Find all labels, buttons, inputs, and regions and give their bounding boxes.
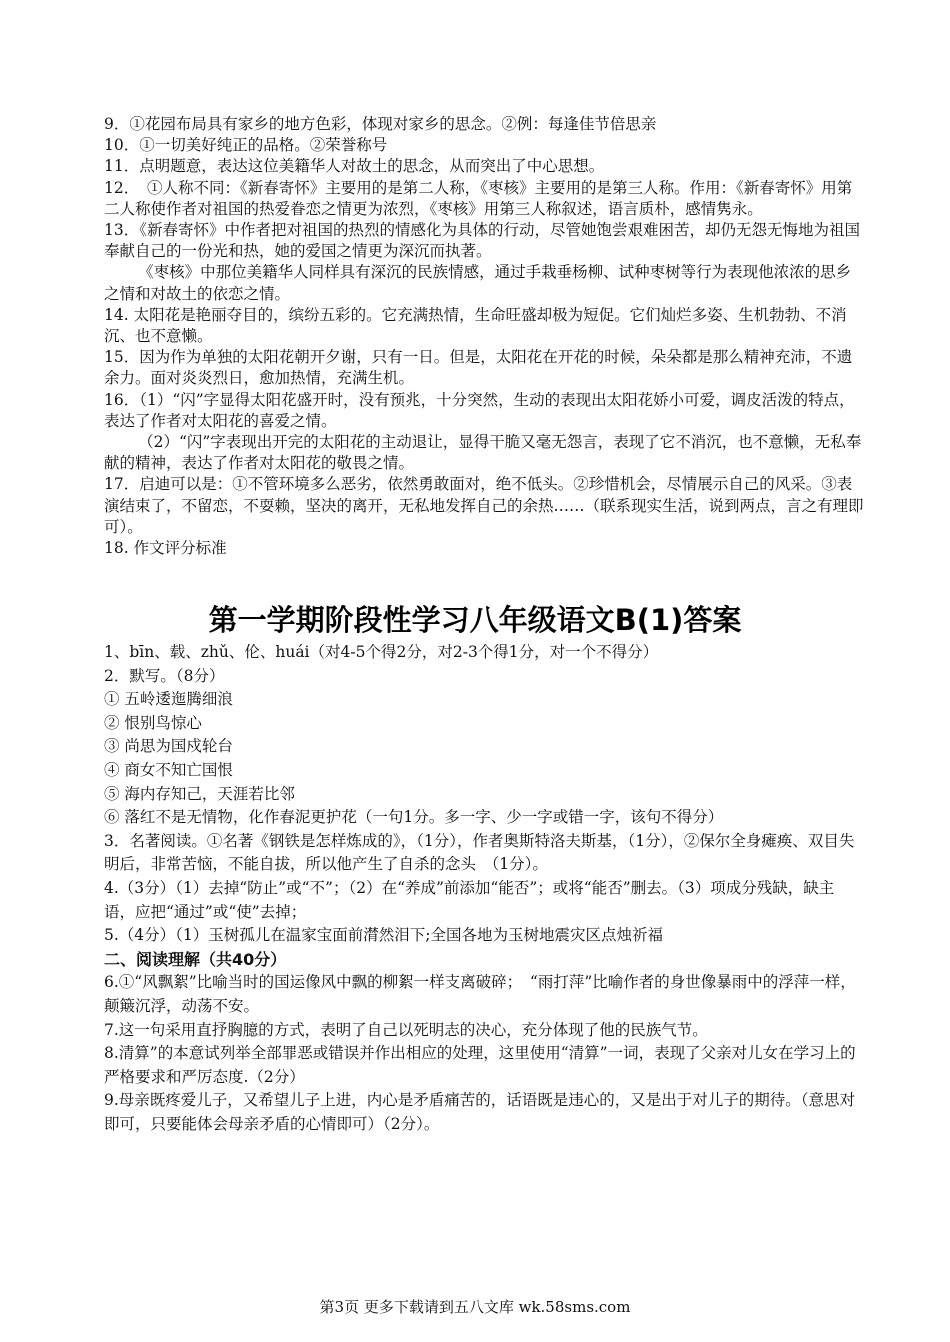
answers-part-1 xyxy=(104,114,864,559)
answer-paragraph: 2．默写。（8分） xyxy=(104,666,225,685)
answer-paragraph: ② 恨别鸟惊心 xyxy=(104,713,202,732)
answer-paragraph: ⑥ 落红不是无情物，化作春泥更护花（一句1分。多一字、少一字或错一字，该句不得分） xyxy=(104,808,724,827)
answer-paragraph: 7.这一句采用直抒胸臆的方式，表明了自己以死明志的决心，充分体现了他的民族气节。 xyxy=(104,1020,708,1039)
answer-paragraph: 17．启迪可以是：①不管环境多么恶劣，依然勇敢面对，绝不低头。②珍惜机会，尽情展示自己的风采。③表演结束了，不留恋，不耍赖，坚决的离开，无私地发挥自己的余热……（联系现实生活，说到两点，言之有理即可）。 xyxy=(104,475,864,536)
answer-paragraph: 6.①“风飘絮”比喻当时的国运像风中飘的柳絮一样支离破碎； “雨打萍”比喻作者的身世像暴雨中的浮萍一样，颠簸沉浮，动荡不安。 xyxy=(104,973,856,1015)
answer-paragraph: 16．（1）“闪”字显得太阳花盛开时，没有预兆，十分突然，生动的表现出太阳花娇小可爱，调皮活泼的特点，表达了作者对太阳花的喜爱之情。 xyxy=(104,390,855,430)
answer-paragraph: 1、bīn、载、zhǔ、伦、huái（对4-5个得2分，对2-3个得1分，对一个不得分） xyxy=(104,643,659,661)
page-footer: 第3页 更多下载请到五八文库 wk.58sms.com xyxy=(319,1298,631,1316)
answer-paragraph: 9．①花园布局具有家乡的地方色彩，体现对家乡的思念。②例：每逢佳节倍思亲 xyxy=(104,115,657,133)
answer-paragraph: ④ 商女不知亡国恨 xyxy=(104,760,233,779)
answer-paragraph: 8.清算”的本意试列举全部罪恶或错误并作出相应的处理，这里使用“清算”一词，表现了父亲对儿女在学习上的严格要求和严厉态度.（2分） xyxy=(104,1044,856,1086)
answer-paragraph: 15．因为作为单独的太阳花朝开夕谢，只有一日。但是，太阳花在开花的时候，朵朵都是那么精神充沛，不遗余力。面对炎炎烈日，愈加热情，充满生机。 xyxy=(104,348,853,388)
answers-part-2 xyxy=(104,641,864,1136)
answer-paragraph: 3．名著阅读。①名著《钢铁是怎样炼成的》，（1分），作者奥斯特洛夫斯基，（1分），②保尔全身瘫痪、双目失明后，非常苦恼，不能自拔，所以他产生了自杀的念头 （1分）。 xyxy=(104,831,855,874)
answer-paragraph: 18. 作文评分标准 xyxy=(104,539,227,558)
answer-paragraph: ⑤ 海内存知己，天涯若比邻 xyxy=(104,784,295,803)
answer-paragraph: 9.母亲既疼爱儿子，又希望儿子上进，内心是矛盾痛苦的，话语既是违心的，又是出于对儿子的期待。（意思对即可，只要能体会母亲矛盾的心情即可）（2分）。 xyxy=(104,1091,856,1133)
answer-paragraph: 10．①一切美好纯正的品格。②荣誉称号 xyxy=(104,136,388,155)
answer-paragraph: 《枣核》中那位美籍华人同样具有深沉的民族情感，通过手栽垂杨柳、试种枣树等行为表现他浓浓的思乡之情和对故土的依恋之情。 xyxy=(104,263,852,303)
answer-paragraph: 12． ①人称不同：《新春寄怀》主要用的是第二人称，《枣核》主要用的是第三人称。作用：《新春寄怀》用第二人称使作者对祖国的热爱眷恋之情更为浓烈，《枣核》用第三人称叙述，语言质朴，感情隽永。 xyxy=(104,178,853,218)
section-heading: 二、阅读理解（共40分） xyxy=(104,949,287,969)
answer-paragraph: 4.（3分）（1）去掉“防止”或“不”；（2）在“养成”前添加“能否”；或将“能否”删去。（3）项成分残缺，缺主语，应把“通过”或“使”去掉； xyxy=(104,878,835,921)
answer-paragraph: 13．《新春寄怀》中作者把对祖国的热烈的情感化为具体的行动，尽管她饱尝艰难困苦，却仍无怨无悔地为祖国奉献自己的一份光和热，她的爱国之情更为深沉而执著。 xyxy=(104,221,860,261)
answer-paragraph: （2）“闪”字表现出开完的太阳花的主动退让，显得干脆又毫无怨言，表现了它不消沉，也不意懒，无私奉献的精神，表达了作者对太阳花的敬畏之情。 xyxy=(104,433,862,473)
answer-paragraph: ① 五岭逶迤腾细浪 xyxy=(104,690,233,709)
page-title: 第一学期阶段性学习八年级语文B(1)答案 xyxy=(208,603,742,637)
answer-paragraph: 5.（4分）（1）玉树孤儿在温家宝面前潸然泪下;全国各地为玉树地震灾区点烛祈福 xyxy=(104,926,663,945)
answer-paragraph: ③ 尚思为国戍轮台 xyxy=(104,737,233,756)
answer-paragraph: 14. 太阳花是艳丽夺目的，缤纷五彩的。它充满热情，生命旺盛却极为短促。它们灿烂多姿、生机勃勃、不消沉、也不意懒。 xyxy=(104,305,847,346)
answer-paragraph: 11．点明题意，表达这位美籍华人对故土的思念，从而突出了中心思想。 xyxy=(104,157,605,176)
